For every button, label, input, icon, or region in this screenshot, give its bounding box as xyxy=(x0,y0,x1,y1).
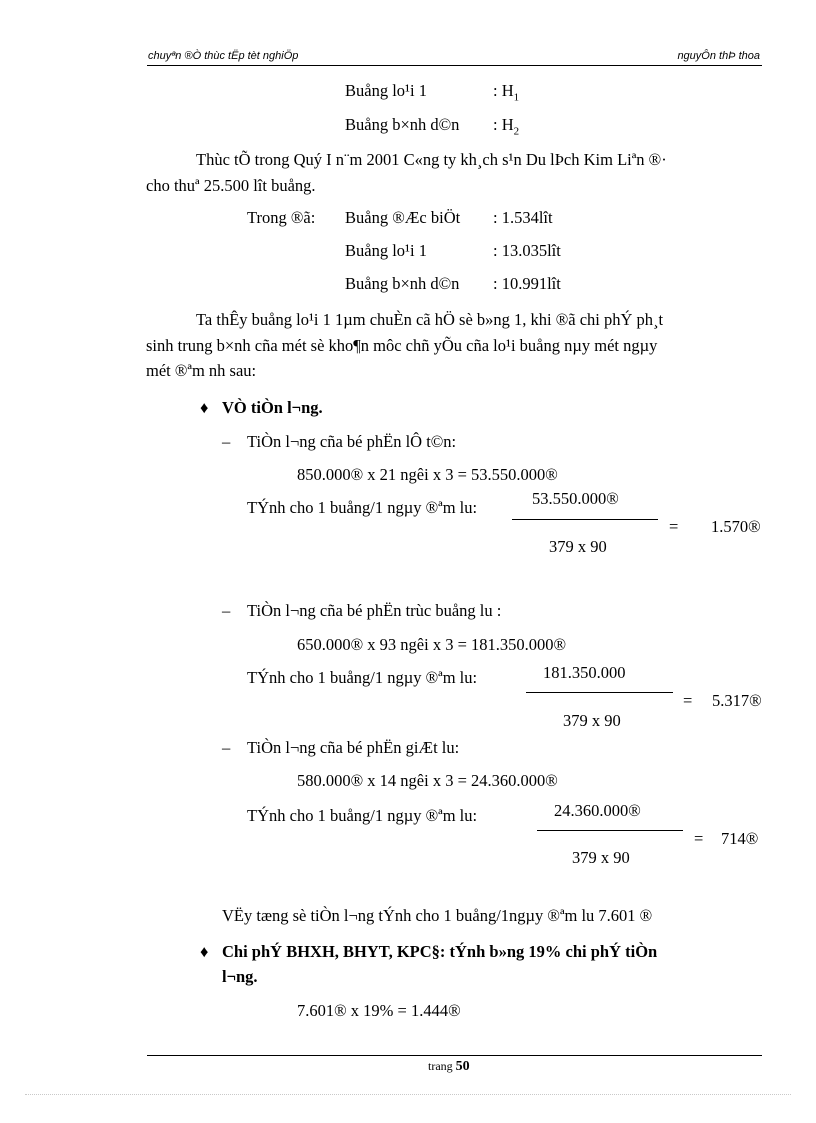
insurance-heading-line-2: l¬ng. xyxy=(222,967,258,986)
header-right: nguyÔn thÞ thoa xyxy=(677,50,760,62)
para2-line-3: mét ®ªm nh sau: xyxy=(146,361,257,380)
insurance-calc: 7.601® x 19% = 1.444® xyxy=(297,1001,461,1020)
fraction-denominator: 379 x 90 xyxy=(549,537,607,556)
breakdown-row-name: Buång b×nh d©n xyxy=(345,274,460,293)
equals-sign: = xyxy=(669,517,679,536)
breakdown-row-value: : 13.035lît xyxy=(493,241,561,260)
salary-item-calc: 580.000® x 14 ngêi x 3 = 24.360.000® xyxy=(297,771,558,790)
salary-item-calc: 650.000® x 93 ngêi x 3 = 181.350.000® xyxy=(297,635,567,654)
bullet-icon: ♦ xyxy=(200,398,209,417)
equals-sign: = xyxy=(694,829,704,848)
fraction-numerator: 24.360.000® xyxy=(554,801,641,820)
footer-rule xyxy=(147,1055,762,1056)
salary-item-label: TiÒn l¬ng cña bé phËn lÔ t©n: xyxy=(247,432,457,451)
page-number xyxy=(428,1059,470,1075)
room-name: Buång lo¹i 1 xyxy=(345,81,427,100)
salary-item-result: 5.317® xyxy=(712,691,762,710)
room-symbol-2: : $H_2$ xyxy=(493,115,520,138)
fraction-bar xyxy=(512,519,658,520)
dash-icon: – xyxy=(222,432,231,451)
per-room-label: TÝnh cho 1 buång/1 ngµy ®ªm lu: xyxy=(247,668,478,687)
breakdown-row-value: : 1.534lît xyxy=(493,208,553,227)
room-symbol-1: : $H_1$ xyxy=(493,81,520,104)
salary-item-result: 714® xyxy=(721,829,759,848)
insurance-heading-line-1: Chi phÝ BHXH, BHYT, KPC§: tÝnh b»ng 19% chi phÝ tiÒn xyxy=(222,942,658,961)
intro-line-2: cho thuª 25.500 lît buång. xyxy=(146,176,316,195)
para2-line-1: Ta thÊy buång lo¹i 1 1µm chuÈn cã hÖ sè b»ng 1, khi ®ã chi phÝ ph¸t xyxy=(196,310,664,329)
salary-item-calc: 850.000® x 21 ngêi x 3 = 53.550.000® xyxy=(297,465,558,484)
fraction-bar xyxy=(537,830,683,831)
salary-item-label: TiÒn l¬ng cña bé phËn giÆt lu: xyxy=(247,738,460,757)
salary-item-result: 1.570® xyxy=(711,517,761,536)
per-room-label: TÝnh cho 1 buång/1 ngµy ®ªm lu: xyxy=(247,806,478,825)
salary-total: VËy tæng sè tiÒn l¬ng tÝnh cho 1 buång/1ngµy ®ªm lu 7.601 ® xyxy=(222,906,653,925)
fraction-numerator: 53.550.000® xyxy=(532,489,619,508)
room-def-2 xyxy=(345,114,459,136)
bullet-icon: ♦ xyxy=(200,942,209,961)
per-room-label: TÝnh cho 1 buång/1 ngµy ®ªm lu: xyxy=(247,498,478,517)
page-bottom-edge xyxy=(25,1094,791,1095)
breakdown-lead: Trong ®ã: xyxy=(247,208,316,227)
fraction-denominator: 379 x 90 xyxy=(572,848,630,867)
para2-line-2: sinh trung b×nh cña mét sè kho¶n môc chñ yÕu cña lo¹i buång nµy mét ngµy xyxy=(146,336,658,355)
fraction-numerator: 181.350.000 xyxy=(543,663,626,682)
room-def-1 xyxy=(345,80,427,102)
breakdown-row-name: Buång ®Æc biÖt xyxy=(345,208,461,227)
fraction-denominator: 379 x 90 xyxy=(563,711,621,730)
page-value: 50 xyxy=(455,1059,470,1074)
breakdown-row-value: : 10.991lît xyxy=(493,274,561,293)
dash-icon: – xyxy=(222,601,231,620)
equals-sign: = xyxy=(683,691,693,710)
salary-item-label: TiÒn l¬ng cña bé phËn trùc buång lu : xyxy=(247,601,502,620)
breakdown-row-name: Buång lo¹i 1 xyxy=(345,241,427,260)
salary-heading: VÒ tiÒn l¬ng. xyxy=(222,398,323,417)
intro-line-1: Thùc tÕ trong Quý I n¨m 2001 C«ng ty kh¸ch s¹n Du lÞch Kim Liªn ®· xyxy=(196,150,667,169)
page-label: trang xyxy=(428,1059,453,1073)
fraction-bar xyxy=(526,692,673,693)
dash-icon: – xyxy=(222,738,231,757)
header-left: chuyªn ®Ò thùc tËp tèt nghiÖp xyxy=(148,50,299,62)
header-rule xyxy=(147,65,762,66)
room-name: Buång b×nh d©n xyxy=(345,115,460,134)
